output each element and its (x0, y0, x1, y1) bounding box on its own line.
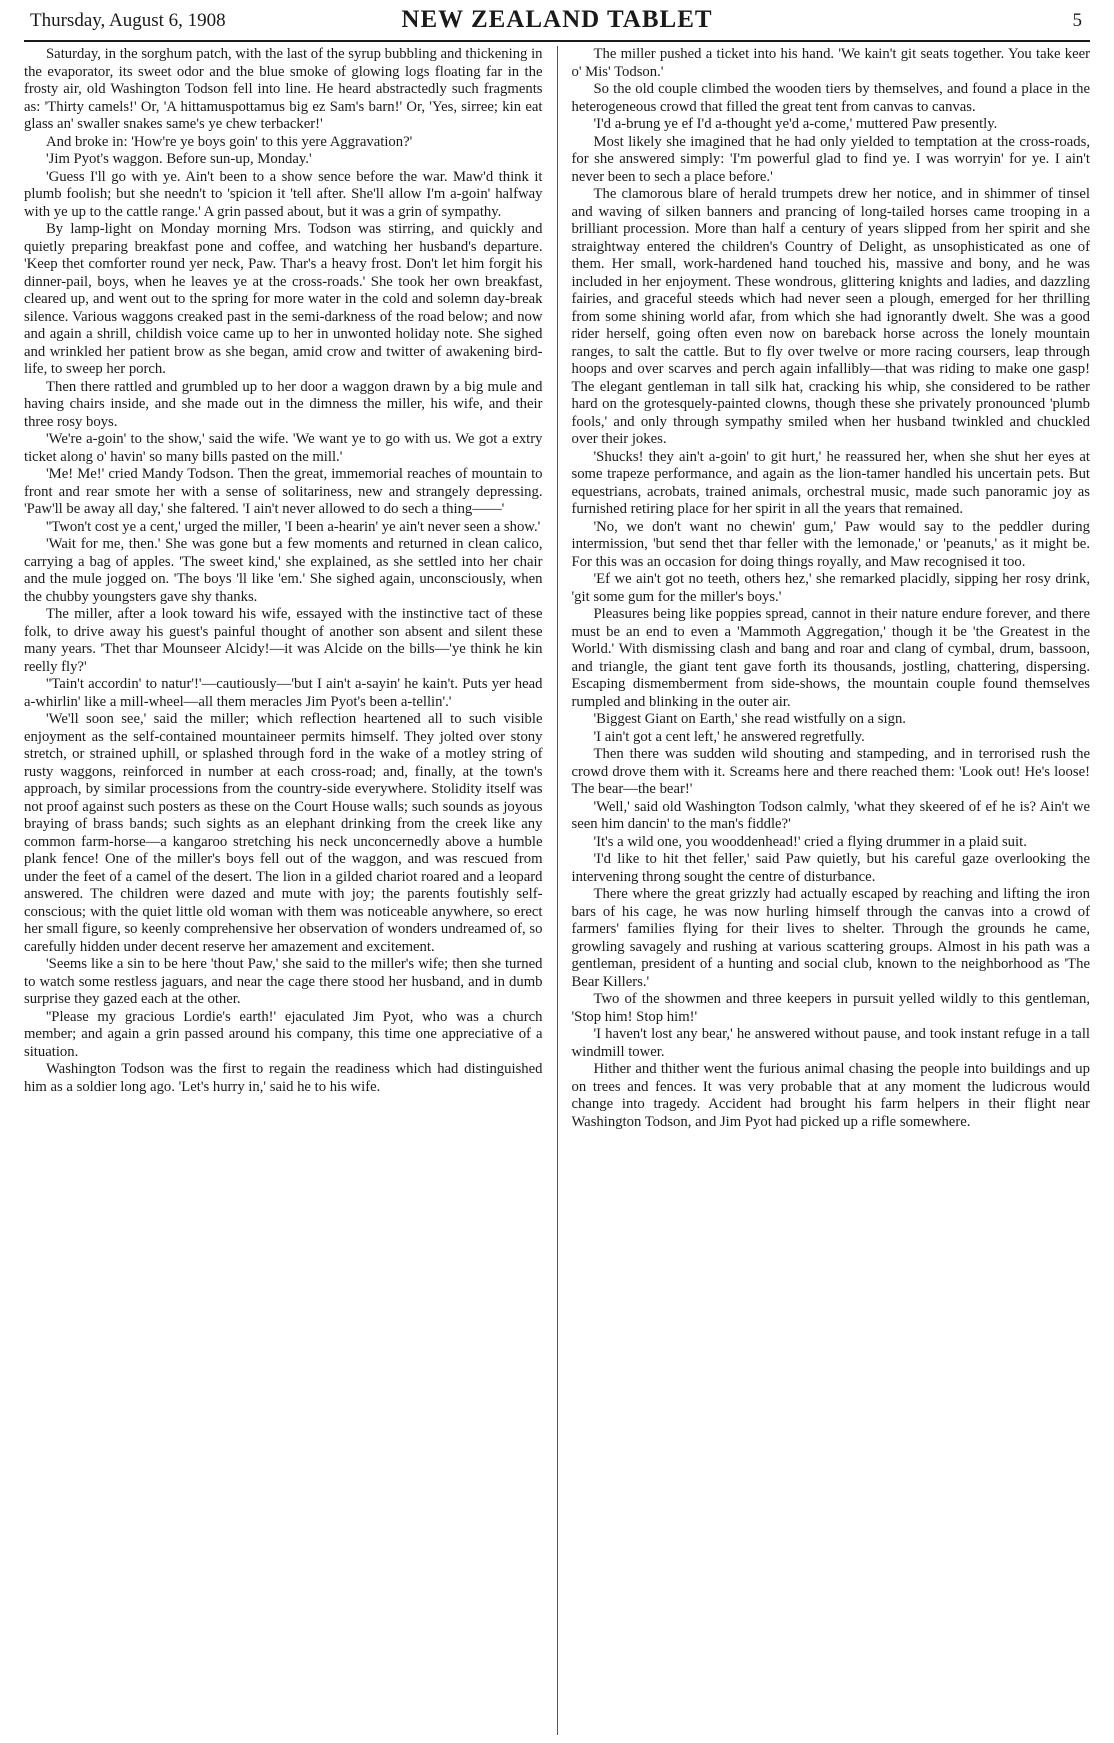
paragraph: 'I ain't got a cent left,' he answered regretfully. (593, 728, 865, 745)
paragraph: 'I'd a-brung ye ef I'd a-thought ye'd a-come,' muttered Paw presently. (593, 116, 998, 132)
paragraph: There where the great grizzly had actually escaped by reaching and lifting the iron bars of his cage, he was now hurling himself through the canvas into a crowd of farmers' families flying for their lives to shelter. Through the grounds he came, growling savagely and rushing at various scattering groups. Almost in his path was a gentleman, president of a hunting and social club, known to the neighborhood as 'The Bear Killers.' (571, 886, 1090, 990)
paragraph: 'It's a wild one, you wooddenhead!' cried a flying drummer in a plaid suit. (593, 833, 1027, 850)
paragraph: The miller pushed a ticket into his hand. 'We kain't git seats together. You take keer o' Mis' Todson.' (571, 46, 1090, 80)
masthead (24, 4, 1090, 42)
paragraph: Saturday, in the sorghum patch, with the last of the syrup bubbling and thickening in the evaporator, its sweet odor and the blue smoke of glowing logs floating far in the frosty air, old Washington Todson fell into line. He heard abstractedly such fragments as: 'Thirty camels!' Or, 'A hittamuspottamus big ez Sam's barn!' Or, 'Yes, sirree; kin eat glass an' swaller snakes same's ye chew terbacker!' (24, 46, 543, 132)
left-column (24, 46, 557, 1735)
paragraph: 'I'd like to hit thet feller,' said Paw quietly, but his careful gaze overlooking the intervening throng sought the centre of disturbance. (571, 851, 1090, 885)
paragraph: By lamp-light on Monday morning Mrs. Todson was stirring, and quickly and quietly preparing breakfast pone and coffee, and watching her husband's departure. 'Keep thet comforter round yer neck, Paw. Thar's a heavy frost. Don't let him forgit his dinner-pail, boys, when he leaves ye at the cross-roads.' She took her own breakfast, cleared up, and went out to the spring for more water in the cold and solemn day-break silence. Various waggons creaked past in the semi-darkness of the road below; and now and again a shrill, childish voice came up to her in unwonted holiday note. She sighed and wrinkled her patient brow as she began, amid crow and twitter of awakening bird-life, to sweep her porch. (24, 221, 543, 377)
newspaper-title: NEW ZEALAND TABLET (401, 6, 713, 33)
paragraph: The miller, after a look toward his wife, essayed with the instinctive tact of these folk, to drive away his guest's painful thought of another son absent and silent these many years. 'Thet thar Mounseer Alcidy!—it was Alcide on the bills—'ye think he kin reelly fly?' (24, 606, 543, 675)
paragraph: 'Seems like a sin to be here 'thout Paw,' she said to the miller's wife; then she turned to watch some restless jaguars, and near the cage there stood her husband, and in dumb surprise they gazed each at the other. (24, 956, 543, 1007)
paragraph: ''Tain't accordin' to natur'!'—cautiously—'but I ain't a-sayin' he kain't. Puts yer head a-whirlin' like a mill-wheel—all them meracles Jim Pyot's been a-tellin'.' (24, 676, 543, 710)
paragraph: 'Ef we ain't got no teeth, others hez,' she remarked placidly, sipping her rosy drink, 'git some gum for the miller's boys.' (571, 571, 1090, 605)
paragraph: 'Wait for me, then.' She was gone but a few moments and returned in clean calico, carrying a bag of apples. 'The sweet kind,' she explained, as she settled into her chair and the mule jogged on. 'The boys 'll like 'em.' She sighed again, unconsciously, when the chubby youngsters gave shy thanks. (24, 536, 543, 605)
paragraph: The clamorous blare of herald trumpets drew her notice, and in shimmer of tinsel and waving of silken banners and prancing of long-tailed horses came trooping in a brilliant procession. More than half a century of years slipped from her spirit and she straightway entered the children's Country of Delight, as unsophisticated as one of them. Her small, work-hardened hand touched his, massive and bony, and he was included in her enjoyment. These wondrous, glittering knights and ladies, and dazzling fairies, and graceful steeds which had never seen a plough, emerged for her thrilling from some shining world afar, from which she had ignorantly dwelt. She was a good rider herself, going often even now on bareback horse across the lonely mountain ranges, to salt the cattle. But to fly over twelve or more racing coursers, leap through hoops and over scarves and perch again infallibly—that was riding to make one gasp! The elegant gentleman in tall silk hat, cracking his whip, she considered to be rather hard on the grotesquely-painted clowns, though these she privately pronounced 'plumb fools,' and only through sympathy smiled when her husband twinkled and chuckled over their jokes. (571, 186, 1090, 447)
paragraph: 'Shucks! they ain't a-goin' to git hurt,' he reassured her, when she shut her eyes at some trapeze performance, and again as the lion-tamer handled his uncertain pets. But equestrians, acrobats, trained animals, orchestral music, made such panoramic joy as furnished retiring place for her spirit in all the years that remained. (571, 448, 1090, 517)
paragraph: 'No, we don't want no chewin' gum,' Paw would say to the peddler during intermission, 'but send thet thar feller with the lemonade,' or 'peanuts,' as it might be. For this was an occasion for doing things royally, and Maw recognised it too. (571, 518, 1090, 570)
paragraph: ''Twon't cost ye a cent,' urged the miller, 'I been a-hearin' ye ain't never seen a show.' (46, 518, 541, 535)
paragraph: 'Biggest Giant on Earth,' she read wistfully on a sign. (593, 711, 906, 727)
article-columns (24, 46, 1090, 1735)
paragraph: Hither and thither went the furious animal chasing the people into buildings and up on trees and fences. It was very probable that at any moment the ludicrous would change into tragedy. Accident had brought his farm helpers in their flight near Washington Todson, and Jim Pyot had picked up a rifle somewhere. (571, 1061, 1090, 1130)
paragraph: ''Please my gracious Lordie's earth!' ejaculated Jim Pyot, who was a church member; and again a grin passed around his company, this time one appreciative of a situation. (24, 1008, 543, 1060)
issue-date: Thursday, August 6, 1908 (30, 10, 226, 31)
paragraph: 'I haven't lost any bear,' he answered without pause, and took instant refuge in a tall windmill tower. (571, 1026, 1090, 1060)
right-column (557, 46, 1091, 1735)
paragraph: 'We're a-goin' to the show,' said the wife. 'We want ye to go with us. We got a extry ticket along o' havin' so many bills pasted on the mill.' (24, 431, 543, 465)
paragraph: 'Jim Pyot's waggon. Before sun-up, Monday.' (46, 151, 312, 167)
paragraph: 'We'll soon see,' said the miller; which reflection heartened all to such visible enjoyment as the self-contained mountaineer permits himself. They jolted over stony stretch, or strained uphill, or splashed through ford in the wake of a motley string of rusty waggons, reinforced in number at each cross-road; and, finally, at the town's approach, by similar processions from the country-side everywhere. Stolidity itself was not proof against such posters as these on the Court House walls; such sounds as joyous braying of brass bands; such sights as an elephant drinking from the creek like any common farm-horse—a kangaroo stretching his neck unconcernedly above a humble plank fence! One of the miller's boys fell out of the waggon, and was rescued from under the feet of a camel of the desert. The lion in a gilded chariot roared and a leopard answered. The children were dazed and mute with joy; the parents foutishly self-conscious; with the quiet little old woman with them was noticeable anywhere, so erect her small figure, so keenly comprehensive her observation of wonders undreamed of, so carefully hidden under decent reserve her amazement and excitement. (24, 711, 543, 955)
paragraph: And broke in: 'How're ye boys goin' to this yere Aggravation?' (46, 133, 413, 150)
page-number: 5 (1072, 10, 1082, 31)
paragraph: Washington Todson was the first to regain the readiness which had distinguished him as a soldier long ago. 'Let's hurry in,' said he to his wife. (24, 1061, 543, 1095)
paragraph: Two of the showmen and three keepers in pursuit yelled wildly to this gentleman, 'Stop him! Stop him!' (571, 991, 1090, 1025)
paragraph: Then there rattled and grumbled up to her door a waggon drawn by a big mule and having chairs inside, and she made out in the dimness the miller, his wife, and their three rosy boys. (24, 378, 543, 430)
paragraph: Pleasures being like poppies spread, cannot in their nature endure forever, and there must be an end to even a 'Mammoth Aggregation,' though it be 'the Greatest in the World.' With dismissing clash and bang and roar and clang of cymbal, drum, bassoon, and triangle, the giant tent gave forth its thousands, jostling, chattering, dispersing. Escaping dismemberment from side-shows, the mountain couple found themselves rumpled and blinking in the outer air. (571, 606, 1090, 710)
paragraph: 'Well,' said old Washington Todson calmly, 'what they skeered of ef he is? Ain't we seen him dancin' to the man's fiddle?' (571, 798, 1090, 832)
paragraph: Then there was sudden wild shouting and stampeding, and in terrorised rush the crowd drove them with it. Screams here and there reached them: 'Look out! He's loose! The bear—the bear!' (571, 746, 1090, 797)
paragraph: Most likely she imagined that he had only yielded to temptation at the cross-roads, for she answered simply: 'I'm powerful glad to find ye. I was worryin' for ye. I ain't never been to sech a place before.' (571, 133, 1090, 185)
paragraph: 'Guess I'll go with ye. Ain't been to a show sence before the war. Maw'd think it plumb foolish; but she needn't to 'spicion it 'tell after. She'll allow I'm a-goin' halfway with ye up to the cattle range.' A grin passed about, but it was a grin of sympathy. (24, 168, 543, 220)
paragraph: So the old couple climbed the wooden tiers by themselves, and found a place in the heterogeneous crowd that filled the great tent from canvas to canvas. (571, 81, 1090, 115)
paragraph: 'Me! Me!' cried Mandy Todson. Then the great, immemorial reaches of mountain to front and rear smote her with a sense of solitariness, new and strangely depressing. 'Paw'll be away all day,' she faltered. 'I ain't never allowed to do sech a thing——' (24, 466, 543, 517)
